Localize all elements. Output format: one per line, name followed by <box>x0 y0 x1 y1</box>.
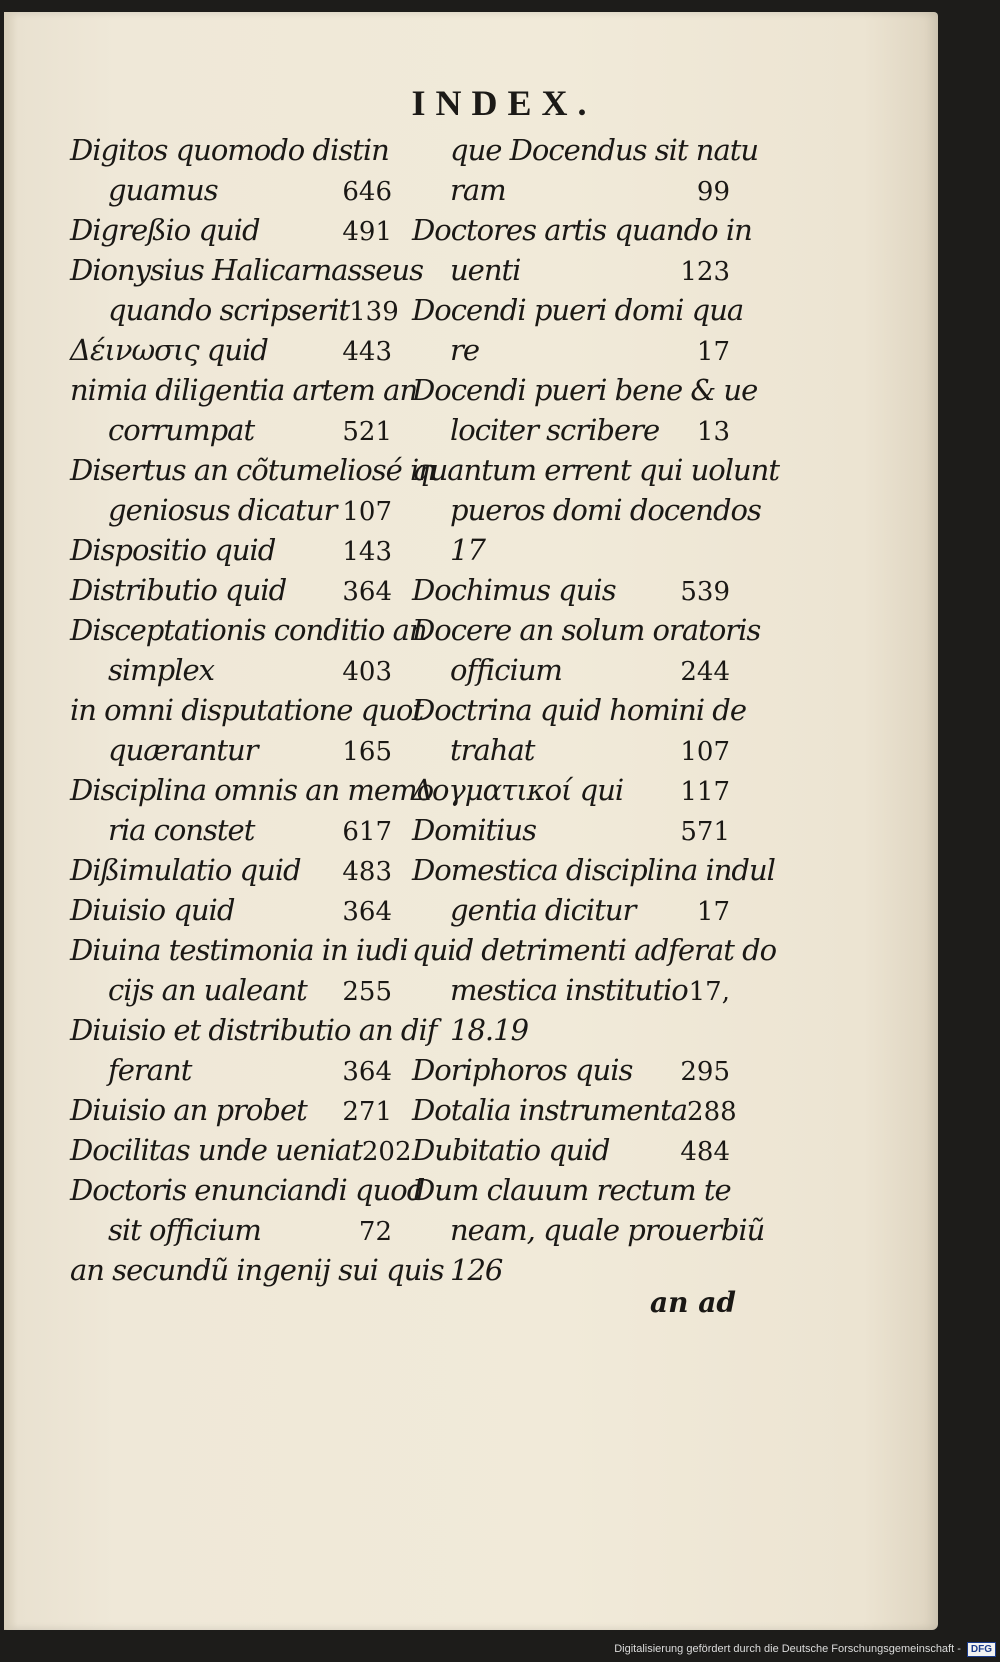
index-page-number: 271 <box>342 1097 392 1127</box>
index-page-number: 72 <box>358 1217 392 1247</box>
index-entry-text: Disciplina omnis an memo <box>70 773 434 807</box>
index-entry-line <box>412 690 747 730</box>
index-entry-line <box>70 1050 392 1090</box>
index-entry-text: Δογματικοί qui <box>412 773 624 807</box>
index-entry-line <box>70 810 392 850</box>
index-entry-line <box>412 650 730 690</box>
index-entry-text: ria constet <box>108 813 255 847</box>
index-page-number: 107 <box>680 737 730 767</box>
index-entry-text: ram <box>450 173 506 207</box>
index-entry-text: neam, quale prouerbiũ <box>450 1213 765 1247</box>
digitization-footer <box>614 1638 996 1660</box>
index-page-number: 443 <box>342 337 392 367</box>
index-page-number: 165 <box>342 737 392 767</box>
index-page-number: 484 <box>680 1137 730 1167</box>
index-page-number: 403 <box>342 657 392 687</box>
index-entry-line <box>412 490 761 530</box>
index-page-number: 107 <box>342 497 392 527</box>
index-page-number: 123 <box>680 257 730 287</box>
index-page-number: 483 <box>342 857 392 887</box>
index-column-left <box>70 130 444 1290</box>
index-entry-line <box>70 1090 392 1130</box>
index-entry-text: Diuina testimonia in iudi <box>70 933 408 967</box>
index-entry-line <box>412 770 730 810</box>
index-entry-line <box>70 210 392 250</box>
index-entry-text: Digreßio quid <box>70 213 260 247</box>
index-entry-text: nimia diligentia artem an <box>70 373 418 407</box>
footer-text: Digitalisierung gefördert durch die Deutsche Forschungsgemeinschaft - <box>614 1643 961 1655</box>
index-entry-text: Doctrina quid homini de <box>412 693 747 727</box>
index-entry-text: re <box>450 333 480 367</box>
index-entry-text: Dum clauum rectum te <box>412 1173 731 1207</box>
index-entry-line <box>70 170 392 210</box>
index-entry-line <box>70 610 427 650</box>
index-entry-line <box>70 690 424 730</box>
index-entry-line <box>412 290 744 330</box>
index-entry-line <box>412 890 730 930</box>
index-page-number: 202 <box>361 1137 412 1167</box>
catchword: an ad <box>650 1286 736 1319</box>
index-entry-line <box>70 850 392 890</box>
index-page-number: 17, <box>688 977 730 1007</box>
index-entry-line <box>70 450 436 490</box>
index-entry-line <box>412 1130 730 1170</box>
index-entry-line <box>70 490 392 530</box>
index-entry-text: Docendi pueri domi qua <box>412 293 744 327</box>
index-entry-line <box>412 1250 730 1290</box>
index-entry-line <box>412 930 777 970</box>
index-page-number: 17 <box>696 337 730 367</box>
index-entry-text: Doctoris enunciandi quod <box>70 1173 425 1207</box>
index-page-number: 539 <box>680 577 730 607</box>
index-entry-text: Dionysius Halicarnasseus <box>70 253 423 287</box>
index-page-number: 244 <box>680 657 730 687</box>
index-entry-text: lociter scribere <box>450 413 660 447</box>
index-page-number: 13 <box>696 417 730 447</box>
index-entry-line <box>70 130 392 170</box>
index-entry-text: geniosus dicatur <box>108 493 337 527</box>
index-entry-line <box>412 1090 737 1130</box>
index-entry-line <box>412 730 730 770</box>
index-page-number: 255 <box>342 977 392 1007</box>
index-entry-line <box>70 970 392 1010</box>
index-entry-line <box>412 850 775 890</box>
index-page-number: 99 <box>696 177 730 207</box>
index-entry-line <box>412 970 730 1010</box>
index-entry-line <box>70 1170 425 1210</box>
index-entry-line <box>412 450 780 490</box>
index-page-number: 117 <box>680 777 730 807</box>
index-entry-text: quærantur <box>108 733 258 767</box>
index-entry-text: quid detrimenti adferat do <box>412 933 777 967</box>
index-entry-text: que Docendus sit natu <box>450 133 759 167</box>
running-head: INDEX. <box>411 83 597 123</box>
index-entry-text: Doriphoros quis <box>412 1053 633 1087</box>
index-entry-text: cijs an ualeant <box>108 973 307 1007</box>
index-entry-text: Diuisio an probet <box>70 1093 307 1127</box>
index-page-number: 295 <box>680 1057 730 1087</box>
index-entry-text: pueros domi docendos <box>450 493 761 527</box>
index-entry-text: Dotalia instrumenta <box>412 1093 688 1127</box>
index-entry-text: Docendi pueri bene & ue <box>412 373 758 407</box>
index-entry-line <box>70 370 418 410</box>
index-entry-line <box>412 370 758 410</box>
index-entry-text: Distributio quid <box>70 573 287 607</box>
index-entry-text: guamus <box>108 173 218 207</box>
index-entry-line <box>412 1210 765 1250</box>
index-entry-text: Diuisio et distributio an dif <box>70 1013 437 1047</box>
index-entry-line <box>412 210 752 250</box>
index-page-number: 288 <box>687 1097 737 1127</box>
index-entry-line <box>70 730 392 770</box>
index-entry-line <box>412 530 730 570</box>
index-entry-line <box>412 810 730 850</box>
index-entry-line <box>412 250 730 290</box>
index-entry-text: an secundũ ingenij sui quis <box>70 1253 444 1287</box>
index-entry-text: Docilitas unde ueniat <box>70 1133 362 1167</box>
index-entry-text: in omni disputatione quot <box>70 693 424 727</box>
index-entry-text: Disceptationis conditio an <box>70 613 427 647</box>
index-entry-line <box>70 330 392 370</box>
index-entry-line <box>70 1210 392 1250</box>
index-entry-text: Docere an solum oratoris <box>412 613 761 647</box>
index-entry-line <box>70 530 392 570</box>
index-entry-text: mestica institutio <box>450 973 688 1007</box>
index-entry-text: trahat <box>450 733 535 767</box>
index-page-number: 521 <box>342 417 392 447</box>
page-gutter-shadow <box>4 12 18 1630</box>
index-entry-text: 126 <box>450 1253 503 1287</box>
index-entry-text: Diuisio quid <box>70 893 235 927</box>
index-entry-line <box>70 1010 437 1050</box>
index-page-number: 143 <box>342 537 392 567</box>
index-entry-line <box>412 170 730 210</box>
index-entry-line <box>412 1050 730 1090</box>
index-entry-text: ferant <box>108 1053 192 1087</box>
index-entry-line <box>412 130 759 170</box>
index-page-number: 17 <box>696 897 730 927</box>
index-entry-line <box>70 570 392 610</box>
index-entry-text: Domestica disciplina indul <box>412 853 775 887</box>
index-entry-line <box>412 610 761 650</box>
index-entry-line <box>412 330 730 370</box>
index-entry-line <box>70 770 434 810</box>
index-entry-text: uenti <box>450 253 521 287</box>
index-entry-text: Dubitatio quid <box>412 1133 610 1167</box>
index-page-number: 139 <box>349 297 399 327</box>
index-entry-text: sit officium <box>108 1213 261 1247</box>
index-entry-line <box>70 290 399 330</box>
index-page-number: 364 <box>342 1057 392 1087</box>
index-entry-line <box>412 1010 730 1050</box>
index-entry-text: Disertus an cõtumeliosé in <box>70 453 436 487</box>
index-page-number: 364 <box>342 577 392 607</box>
index-entry-text: Domitius <box>412 813 536 847</box>
index-entry-text: simplex <box>108 653 215 687</box>
index-page-number: 571 <box>680 817 730 847</box>
index-entry-text: Digitos quomodo distin <box>70 133 389 167</box>
index-entry-line <box>70 250 423 290</box>
index-entry-line <box>412 410 730 450</box>
index-entry-line <box>70 930 408 970</box>
index-entry-text: Dispositio quid <box>70 533 276 567</box>
index-entry-line <box>412 1170 730 1210</box>
index-page-number: 364 <box>342 897 392 927</box>
dfg-logo: DFG <box>967 1642 996 1657</box>
index-entry-text: corrumpat <box>108 413 255 447</box>
index-entry-text: 17 <box>450 533 485 567</box>
index-entry-text: Δέινωσις quid <box>70 333 268 367</box>
index-entry-text: Doctores artis quando in <box>412 213 752 247</box>
index-entry-line <box>70 890 392 930</box>
index-entry-text: 18.19 <box>450 1013 529 1047</box>
index-entry-line <box>412 570 730 610</box>
index-page-number: 617 <box>342 817 392 847</box>
index-entry-line <box>70 1250 444 1290</box>
index-column-right <box>412 130 780 1290</box>
index-entry-line <box>70 650 392 690</box>
index-entry-text: Dißimulatio quid <box>70 853 301 887</box>
index-entry-text: quantum errent qui uolunt <box>412 453 780 487</box>
index-page-number: 491 <box>342 217 392 247</box>
index-entry-text: Dochimus quis <box>412 573 616 607</box>
index-entry-line <box>70 410 392 450</box>
index-entry-text: quando scripserit <box>108 293 350 327</box>
index-entry-text: officium <box>450 653 562 687</box>
index-page-number: 646 <box>342 177 392 207</box>
index-entry-text: gentia dicitur <box>450 893 636 927</box>
index-entry-line <box>70 1130 412 1170</box>
